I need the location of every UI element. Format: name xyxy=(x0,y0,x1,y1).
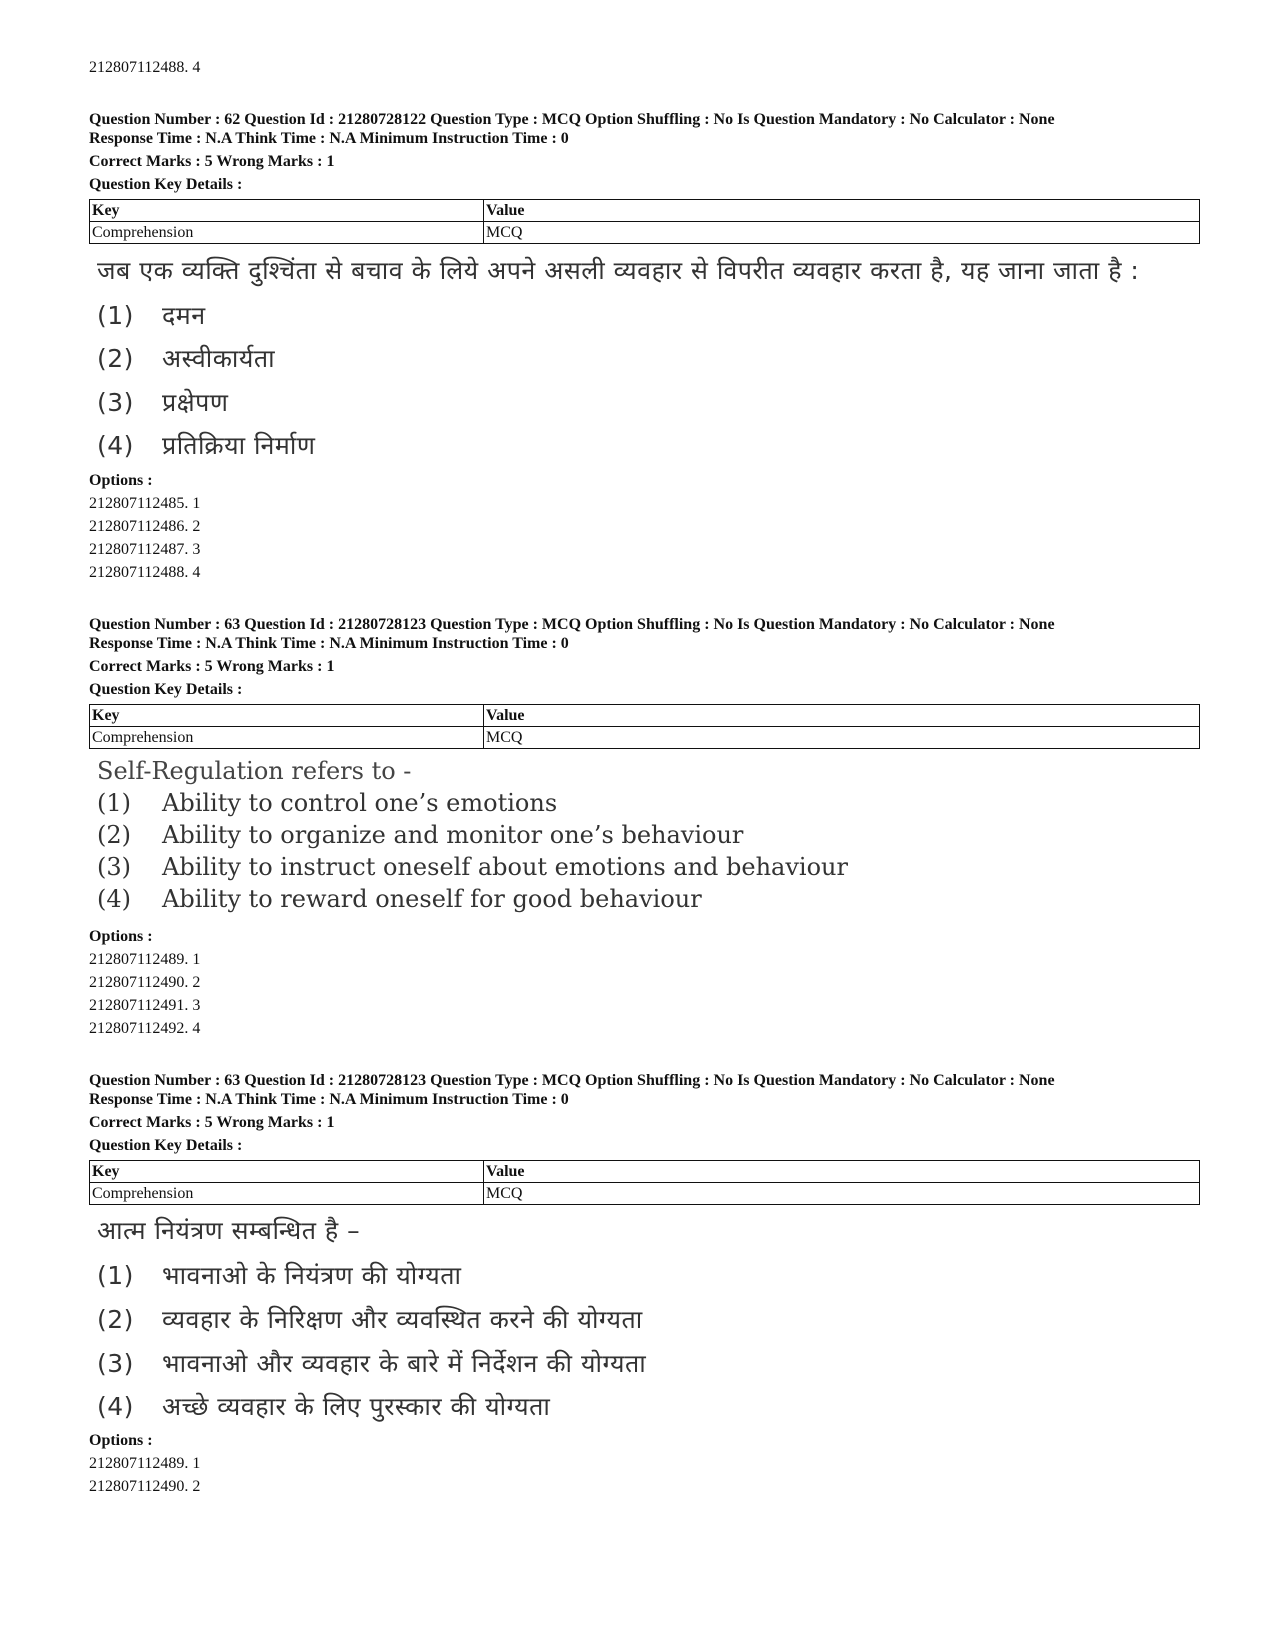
value-cell: MCQ xyxy=(484,727,1200,749)
option-id: 212807112489. 1 xyxy=(89,951,201,968)
choice-text: व्यवहार के निरिक्षण और व्यवस्थित करने की योग्यता xyxy=(162,1305,643,1334)
choice-text: अच्छे व्यवहार के लिए पुरस्कार की योग्यता xyxy=(162,1392,551,1421)
key-cell: Comprehension xyxy=(90,727,484,749)
choice-1 xyxy=(97,1258,462,1292)
option-id: 212807112488. 4 xyxy=(89,564,201,581)
choice-number: (1) xyxy=(97,301,134,330)
value-cell: MCQ xyxy=(484,1183,1200,1205)
question-key-table xyxy=(89,1160,1200,1205)
options-label: Options : xyxy=(89,1432,153,1449)
choice-2 xyxy=(97,341,275,375)
option-id: 212807112485. 1 xyxy=(89,495,201,512)
choice-number: (3) xyxy=(97,853,131,881)
choice-2 xyxy=(97,821,743,849)
choice-text: प्रतिक्रिया निर्माण xyxy=(162,431,316,460)
choice-text: प्रक्षेपण xyxy=(162,388,229,417)
choice-text: Ability to reward oneself for good behaviour xyxy=(162,885,702,913)
question-key-details-label: Question Key Details : xyxy=(89,681,243,698)
key-cell: Comprehension xyxy=(90,222,484,244)
choice-number: (3) xyxy=(97,1349,134,1378)
question-text: Self-Regulation refers to - xyxy=(97,757,412,785)
table-row xyxy=(90,727,1200,749)
question-text: जब एक व्यक्ति दुश्चिंता से बचाव के लिये अपने असली व्यवहार से विपरीत व्यवहार करता है, यह जाना जाता है : xyxy=(97,256,1140,285)
key-cell: Comprehension xyxy=(90,1183,484,1205)
question-marks: Correct Marks : 5 Wrong Marks : 1 xyxy=(89,1114,335,1131)
key-header: Key xyxy=(90,1161,484,1183)
option-id: 212807112489. 1 xyxy=(89,1455,201,1472)
table-row xyxy=(90,1183,1200,1205)
question-meta-line1: Question Number : 62 Question Id : 21280728122 Question Type : MCQ Option Shuffling : No Is Question Mandatory : No Calculator : None xyxy=(89,111,1055,128)
option-id: 212807112490. 2 xyxy=(89,1478,201,1495)
choice-3 xyxy=(97,1346,646,1380)
table-header-row xyxy=(90,705,1200,727)
options-label: Options : xyxy=(89,928,153,945)
key-header: Key xyxy=(90,200,484,222)
choice-number: (1) xyxy=(97,789,131,817)
question-text: आत्म नियंत्रण सम्बन्धित है – xyxy=(97,1216,361,1245)
choice-text: Ability to instruct oneself about emotions and behaviour xyxy=(162,853,848,881)
question-marks: Correct Marks : 5 Wrong Marks : 1 xyxy=(89,658,335,675)
choice-number: (2) xyxy=(97,344,134,373)
choice-3 xyxy=(97,385,228,419)
choice-text: दमन xyxy=(162,301,206,330)
table-header-row xyxy=(90,1161,1200,1183)
question-key-details-label: Question Key Details : xyxy=(89,1137,243,1154)
question-marks: Correct Marks : 5 Wrong Marks : 1 xyxy=(89,153,335,170)
choice-text: Ability to organize and monitor one’s behaviour xyxy=(162,821,744,849)
value-header: Value xyxy=(484,705,1200,727)
question-meta-line1: Question Number : 63 Question Id : 21280728123 Question Type : MCQ Option Shuffling : No Is Question Mandatory : No Calculator : None xyxy=(89,616,1055,633)
option-id: 212807112486. 2 xyxy=(89,518,201,535)
question-key-table xyxy=(89,704,1200,749)
question-key-table xyxy=(89,199,1200,244)
choice-number: (2) xyxy=(97,821,131,849)
question-meta-line1: Question Number : 63 Question Id : 21280728123 Question Type : MCQ Option Shuffling : No Is Question Mandatory : No Calculator : None xyxy=(89,1072,1055,1089)
choice-4 xyxy=(97,885,702,913)
option-id: 212807112491. 3 xyxy=(89,997,201,1014)
option-id: 212807112492. 4 xyxy=(89,1020,201,1037)
choice-3 xyxy=(97,853,848,881)
choice-number: (3) xyxy=(97,388,134,417)
choice-1 xyxy=(97,298,206,332)
options-label: Options : xyxy=(89,472,153,489)
choice-number: (4) xyxy=(97,885,131,913)
choice-number: (1) xyxy=(97,1261,134,1290)
question-meta-line2: Response Time : N.A Think Time : N.A Minimum Instruction Time : 0 xyxy=(89,130,569,147)
question-key-details-label: Question Key Details : xyxy=(89,176,243,193)
option-id: 212807112490. 2 xyxy=(89,974,201,991)
table-header-row xyxy=(90,200,1200,222)
choice-2 xyxy=(97,1302,643,1336)
table-row xyxy=(90,222,1200,244)
choice-text: अस्वीकार्यता xyxy=(162,344,276,373)
choice-4 xyxy=(97,428,315,462)
option-id: 212807112487. 3 xyxy=(89,541,201,558)
choice-1 xyxy=(97,789,557,817)
value-header: Value xyxy=(484,1161,1200,1183)
value-cell: MCQ xyxy=(484,222,1200,244)
choice-text: Ability to control one’s emotions xyxy=(162,789,558,817)
choice-number: (2) xyxy=(97,1305,134,1334)
choice-number: (4) xyxy=(97,431,134,460)
key-header: Key xyxy=(90,705,484,727)
question-meta-line2: Response Time : N.A Think Time : N.A Minimum Instruction Time : 0 xyxy=(89,635,569,652)
carryover-option: 212807112488. 4 xyxy=(89,59,201,76)
choice-text: भावनाओ के नियंत्रण की योग्यता xyxy=(162,1261,462,1290)
choice-4 xyxy=(97,1389,550,1423)
choice-text: भावनाओ और व्यवहार के बारे में निर्देशन की योग्यता xyxy=(162,1349,647,1378)
choice-number: (4) xyxy=(97,1392,134,1421)
value-header: Value xyxy=(484,200,1200,222)
question-meta-line2: Response Time : N.A Think Time : N.A Minimum Instruction Time : 0 xyxy=(89,1091,569,1108)
